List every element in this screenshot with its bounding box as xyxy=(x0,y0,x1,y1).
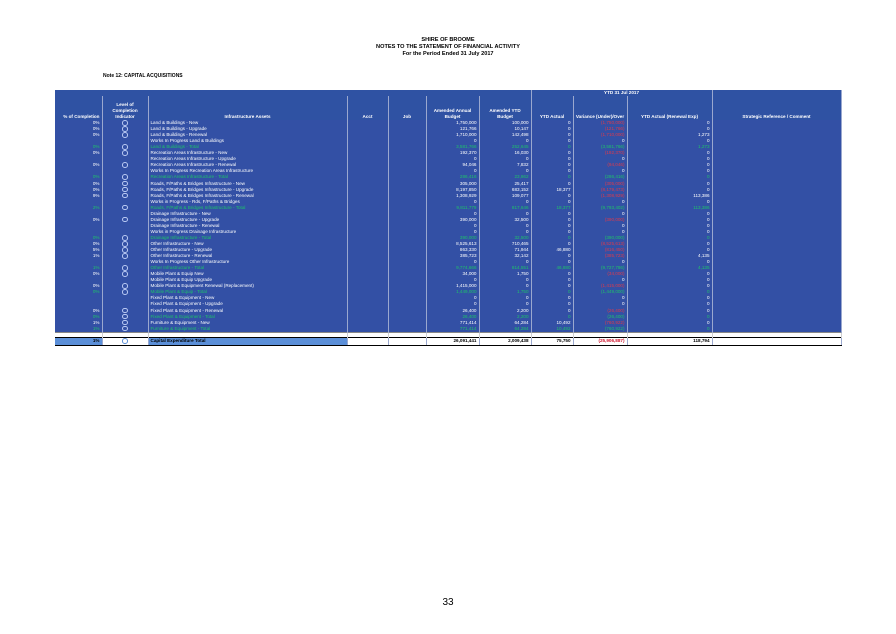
row-pct: 1% xyxy=(55,326,102,333)
row-budget: 8,525,613 xyxy=(426,241,479,247)
row-variance: (760,922) xyxy=(573,320,627,326)
grand-total-budget: 26,091,441 xyxy=(426,337,479,345)
circle-indicator-icon xyxy=(122,241,128,247)
row-budget: 1,710,000 xyxy=(426,132,479,138)
row-ytd-actual: 0 xyxy=(531,253,573,259)
row-variance: (94,046) xyxy=(573,162,627,168)
row-label: Works in Progress - Rds, F/Paths & Bridges xyxy=(148,199,347,205)
row-variance: (192,370) xyxy=(573,150,627,156)
row-variance: 0 xyxy=(573,223,627,229)
row-ytd-budget: 0 xyxy=(479,295,531,301)
row-budget: 9,811,779 xyxy=(426,205,479,211)
circle-indicator-icon xyxy=(122,181,128,187)
row-budget: 390,000 xyxy=(426,217,479,223)
row-variance: (121,766) xyxy=(573,126,627,132)
row-ytd-actual: 0 xyxy=(531,211,573,217)
grand-total-renewal: 118,794 xyxy=(627,337,712,345)
row-renewal: 0 xyxy=(627,126,712,132)
row-label: Mobile Plant & Equip Upgrade xyxy=(148,277,347,283)
row-pct: 0% xyxy=(55,126,102,132)
row-variance: (26,400) xyxy=(573,308,627,314)
row-ytd-budget: 2,200 xyxy=(479,314,531,320)
row-budget: 0 xyxy=(426,168,479,174)
row-renewal: 0 xyxy=(627,277,712,283)
row-budget: 0 xyxy=(426,229,479,235)
row-budget: 390,000 xyxy=(426,235,479,241)
row-label: Fixed Plant & Equipment - New xyxy=(148,295,347,301)
row-budget: 0 xyxy=(426,277,479,283)
row-ytd-budget: 2,200 xyxy=(479,308,531,314)
row-budget: 94,046 xyxy=(426,162,479,168)
row-label: Works in Progress Drainage Infrastructure xyxy=(148,229,347,235)
row-renewal: 0 xyxy=(627,150,712,156)
row-pct: 9% xyxy=(55,193,102,199)
col-acct: Acct xyxy=(347,96,388,120)
row-ytd-budget: 10,147 xyxy=(479,126,531,132)
row-pct: 1% xyxy=(55,320,102,326)
row-budget: 385,723 xyxy=(426,253,479,259)
row-budget: 26,400 xyxy=(426,308,479,314)
circle-indicator-icon xyxy=(122,308,128,314)
row-renewal: 0 xyxy=(627,168,712,174)
row-ytd-actual: 46,880 xyxy=(531,265,573,271)
row-budget: 305,000 xyxy=(426,181,479,187)
row-variance: (26,400) xyxy=(573,314,627,320)
row-pct: 0% xyxy=(55,187,102,193)
row-budget: 0 xyxy=(426,156,479,162)
row-ytd-budget: 32,142 xyxy=(479,253,531,259)
row-label: Fixed Plant & Equipment - Upgrade xyxy=(148,301,347,307)
row-renewal: 0 xyxy=(627,247,712,253)
row-pct: 0% xyxy=(55,120,102,126)
row-ytd-budget: 71,944 xyxy=(479,247,531,253)
row-label: Roads, F/Paths & Bridges Infrastructure - Renewal xyxy=(148,193,347,199)
row-label: Land & Buildings - Renewal xyxy=(148,132,347,138)
row-label: Works In Progress Recreation Areas Infrastructure xyxy=(148,168,347,174)
row-pct: 1% xyxy=(55,253,102,259)
row-renewal: 0 xyxy=(627,289,712,295)
row-ytd-actual: 0 xyxy=(531,229,573,235)
row-ytd-budget: 64,284 xyxy=(479,326,531,333)
row-ytd-actual: 0 xyxy=(531,120,573,126)
row-budget: 0 xyxy=(426,138,479,144)
row-ytd-budget: 0 xyxy=(479,229,531,235)
circle-indicator-icon xyxy=(122,247,128,253)
row-label: Drainage Infrastructure - Total xyxy=(148,235,347,241)
row-ytd-budget: 0 xyxy=(479,301,531,307)
row-ytd-actual: 0 xyxy=(531,199,573,205)
row-ytd-actual: 0 xyxy=(531,295,573,301)
row-label: Other Infrastructure - Total xyxy=(148,265,347,271)
row-budget: 8,197,850 xyxy=(426,187,479,193)
row-variance: (3,581,766) xyxy=(573,144,627,150)
circle-indicator-icon xyxy=(122,283,128,289)
grand-total-label: Capital Expenditure Total xyxy=(148,337,347,345)
row-variance: (1,415,000) xyxy=(573,283,627,289)
row-ytd-budget: 683,152 xyxy=(479,187,531,193)
row-ytd-actual: 0 xyxy=(531,156,573,162)
row-label: Drainage Infrastructure - Renewal xyxy=(148,223,347,229)
circle-indicator-icon xyxy=(122,289,128,295)
row-ytd-actual: 0 xyxy=(531,301,573,307)
row-ytd-actual: 18,377 xyxy=(531,187,573,193)
row-pct: 0% xyxy=(55,150,102,156)
row-variance: (9,727,786) xyxy=(573,265,627,271)
row-variance: (9,793,402) xyxy=(573,205,627,211)
row-label: Other Infrastructure - New xyxy=(148,241,347,247)
row-variance: 0 xyxy=(573,295,627,301)
row-ytd-actual: 0 xyxy=(531,289,573,295)
row-ytd-actual: 0 xyxy=(531,235,573,241)
row-budget: 3,581,766 xyxy=(426,144,479,150)
grand-total-variance: (25,906,887) xyxy=(573,337,627,345)
col-amended-annual-budget: Amended Annual Budget xyxy=(426,96,479,120)
row-label: Recreation Areas Infrastructure - Total xyxy=(148,174,347,180)
row-budget: 0 xyxy=(426,211,479,217)
circle-indicator-icon xyxy=(122,271,128,277)
row-renewal: 0 xyxy=(627,326,712,333)
row-ytd-budget: 16,030 xyxy=(479,150,531,156)
row-ytd-actual: 0 xyxy=(531,271,573,277)
circle-indicator-icon xyxy=(122,320,128,326)
row-label: Furniture & Equipment - New xyxy=(148,320,347,326)
row-ytd-actual: 0 xyxy=(531,241,573,247)
report-period: For the Period Ended 31 July 2017 xyxy=(402,51,494,57)
row-renewal: 0 xyxy=(627,229,712,235)
row-ytd-actual: 0 xyxy=(531,193,573,199)
row-label: Other Infrastructure - Upgrade xyxy=(148,247,347,253)
circle-indicator-icon xyxy=(122,193,128,199)
row-ytd-actual: 10,492 xyxy=(531,326,573,333)
row-budget: 192,370 xyxy=(426,150,479,156)
row-renewal: 4,135 xyxy=(627,265,712,271)
row-ytd-actual: 0 xyxy=(531,223,573,229)
row-renewal: 0 xyxy=(627,283,712,289)
table-body xyxy=(55,120,841,332)
row-ytd-budget: 32,500 xyxy=(479,235,531,241)
row-budget: 863,330 xyxy=(426,247,479,253)
col-pct-completion: % of Completion xyxy=(55,96,102,120)
row-ytd-actual: 0 xyxy=(531,181,573,187)
circle-indicator-icon xyxy=(122,187,128,193)
row-renewal: 0 xyxy=(627,156,712,162)
row-label: Land & Buildings - Upgrade xyxy=(148,126,347,132)
row-budget: 0 xyxy=(426,295,479,301)
row-renewal: 0 xyxy=(627,174,712,180)
grand-total-ytd-budget: 2,009,438 xyxy=(479,337,531,345)
row-variance: (34,000) xyxy=(573,271,627,277)
row-budget: 771,414 xyxy=(426,326,479,333)
row-variance: (1,308,929) xyxy=(573,193,627,199)
row-pct: 0% xyxy=(55,283,102,289)
row-ytd-actual: 0 xyxy=(531,150,573,156)
col-variance: Variance (Under)/Over xyxy=(573,96,627,120)
row-pct: 0% xyxy=(55,314,102,320)
row-label: Drainage Infrastructure - Upgrade xyxy=(148,217,347,223)
col-job: Job xyxy=(388,96,426,120)
grand-total-indicator xyxy=(102,337,148,345)
row-budget: 1,449,000 xyxy=(426,289,479,295)
row-budget: 1,415,000 xyxy=(426,283,479,289)
row-variance: 0 xyxy=(573,156,627,162)
row-ytd-budget: 814,551 xyxy=(479,265,531,271)
period-label: YTD 31 Jul 2017 xyxy=(531,90,712,96)
row-renewal: 1,273 xyxy=(627,144,712,150)
row-budget: 0 xyxy=(426,199,479,205)
row-renewal: 0 xyxy=(627,187,712,193)
row-ytd-budget: 64,284 xyxy=(479,320,531,326)
row-variance: 0 xyxy=(573,277,627,283)
row-label: Roads, F/Paths & Bridges Infrastructure - New xyxy=(148,181,347,187)
row-renewal: 113,386 xyxy=(627,193,712,199)
row-variance: (8,525,613) xyxy=(573,241,627,247)
row-variance: 0 xyxy=(573,211,627,217)
row-label: Roads, F/Paths & Bridges Infrastructure - Upgrade xyxy=(148,187,347,193)
row-ytd-budget: 1,750 xyxy=(479,289,531,295)
circle-indicator-icon xyxy=(122,217,128,223)
row-variance: (390,000) xyxy=(573,217,627,223)
row-variance: (385,723) xyxy=(573,253,627,259)
row-label: Recreation Areas Infrastructure - Upgrade xyxy=(148,156,347,162)
row-label: Land & Buildings - New xyxy=(148,120,347,126)
grand-total-pct: 1% xyxy=(55,337,102,345)
row-label: Fixed Plant & Equipment - Total xyxy=(148,314,347,320)
row-renewal: 0 xyxy=(627,308,712,314)
row-ytd-budget: 710,465 xyxy=(479,241,531,247)
row-variance: 0 xyxy=(573,168,627,174)
row-ytd-budget: 0 xyxy=(479,199,531,205)
circle-indicator-icon xyxy=(122,338,128,344)
row-pct: 0% xyxy=(55,217,102,223)
row-ytd-budget: 0 xyxy=(479,223,531,229)
row-ytd-actual: 18,377 xyxy=(531,205,573,211)
row-ytd-budget: 0 xyxy=(479,156,531,162)
row-pct: 0% xyxy=(55,181,102,187)
note-title: Note 12: CAPITAL ACQUISITIONS xyxy=(103,73,183,79)
col-infrastructure-assets: Infrastructure Assets xyxy=(148,96,347,120)
row-ytd-budget: 25,417 xyxy=(479,181,531,187)
circle-indicator-icon xyxy=(122,265,128,271)
row-budget: 0 xyxy=(426,301,479,307)
row-variance: (760,922) xyxy=(573,326,627,333)
col-completion-indicator: Level of Completion Indicator xyxy=(102,96,148,120)
row-renewal: 0 xyxy=(627,120,712,126)
row-label: Mobile Plant & Equipment Renewal (Replacement) xyxy=(148,283,347,289)
circle-indicator-icon xyxy=(122,326,128,332)
row-pct: 1% xyxy=(55,265,102,271)
row-variance: (1,750,000) xyxy=(573,120,627,126)
row-pct: 0% xyxy=(55,174,102,180)
col-ytd-actual-renewal: YTD Actual (Renewal Exp) xyxy=(627,96,712,120)
row-pct: 0% xyxy=(55,289,102,295)
row-ytd-budget: 142,498 xyxy=(479,132,531,138)
row-variance: 0 xyxy=(573,138,627,144)
row-label: Mobile Plant & Equip - Total xyxy=(148,289,347,295)
row-ytd-budget: 0 xyxy=(479,211,531,217)
row-ytd-actual: 0 xyxy=(531,126,573,132)
circle-indicator-icon xyxy=(122,144,128,150)
row-renewal: 0 xyxy=(627,271,712,277)
row-ytd-actual: 0 xyxy=(531,217,573,223)
row-ytd-budget: 0 xyxy=(479,168,531,174)
row-budget: 34,000 xyxy=(426,271,479,277)
row-renewal: 0 xyxy=(627,217,712,223)
row-budget: 0 xyxy=(426,223,479,229)
row-renewal: 0 xyxy=(627,223,712,229)
row-pct: 2% xyxy=(55,205,102,211)
grand-total-row xyxy=(55,337,841,345)
column-header-row xyxy=(55,96,841,120)
row-variance: (390,000) xyxy=(573,235,627,241)
row-variance: (1,449,000) xyxy=(573,289,627,295)
row-ytd-budget: 817,646 xyxy=(479,205,531,211)
row-label: Mobile Plant & Equip New xyxy=(148,271,347,277)
col-amended-ytd-budget: Amended YTD Budget xyxy=(479,96,531,120)
row-ytd-actual: 0 xyxy=(531,259,573,265)
circle-indicator-icon xyxy=(122,235,128,241)
row-variance: 0 xyxy=(573,259,627,265)
row-ytd-budget: 7,832 xyxy=(479,162,531,168)
row-renewal: 0 xyxy=(627,211,712,217)
row-label: Fixed Plant & Equipment - Renewal xyxy=(148,308,347,314)
row-renewal: 0 xyxy=(627,235,712,241)
row-pct: 0% xyxy=(55,241,102,247)
row-ytd-budget: 1,750 xyxy=(479,271,531,277)
row-renewal: 0 xyxy=(627,320,712,326)
circle-indicator-icon xyxy=(122,132,128,138)
row-ytd-actual: 0 xyxy=(531,168,573,174)
row-renewal: 0 xyxy=(627,301,712,307)
row-ytd-actual: 0 xyxy=(531,144,573,150)
row-ytd-actual: 0 xyxy=(531,283,573,289)
row-ytd-budget: 100,000 xyxy=(479,120,531,126)
row-ytd-budget: 0 xyxy=(479,259,531,265)
circle-indicator-icon xyxy=(122,162,128,168)
row-renewal: 0 xyxy=(627,162,712,168)
row-ytd-actual: 0 xyxy=(531,162,573,168)
row-ytd-budget: 0 xyxy=(479,138,531,144)
row-ytd-budget: 0 xyxy=(479,277,531,283)
row-label: Drainage Infrastructure - New xyxy=(148,211,347,217)
row-variance: (816,450) xyxy=(573,247,627,253)
row-pct: 5% xyxy=(55,247,102,253)
row-renewal: 0 xyxy=(627,181,712,187)
row-label: Land & Buildings - Total xyxy=(148,144,347,150)
row-label: Other Infrastructure - Renewal xyxy=(148,253,347,259)
row-budget: 0 xyxy=(426,259,479,265)
row-budget: 771,414 xyxy=(426,320,479,326)
row-ytd-actual: 0 xyxy=(531,138,573,144)
row-pct: 0% xyxy=(55,308,102,314)
circle-indicator-icon xyxy=(122,126,128,132)
circle-indicator-icon xyxy=(122,174,128,180)
col-strategic-comment: Strategic Reference / Comment xyxy=(712,96,841,120)
row-ytd-actual: 0 xyxy=(531,308,573,314)
capital-acquisitions-table xyxy=(55,90,842,346)
row-label: Recreation Areas Infrastructure - Renewal xyxy=(148,162,347,168)
row-renewal: 0 xyxy=(627,138,712,144)
row-pct: 0% xyxy=(55,144,102,150)
row-budget: 1,308,929 xyxy=(426,193,479,199)
row-budget: 121,766 xyxy=(426,126,479,132)
row-label: Roads, F/Paths & Bridges Infrastructure - Total xyxy=(148,205,347,211)
row-ytd-budget: 23,862 xyxy=(479,174,531,180)
row-pct: 0% xyxy=(55,162,102,168)
row-ytd-actual: 10,492 xyxy=(531,320,573,326)
row-renewal: 0 xyxy=(627,259,712,265)
row-label: Recreation Areas Infrastructure - New xyxy=(148,150,347,156)
row-renewal: 0 xyxy=(627,295,712,301)
row-renewal: 1,273 xyxy=(627,132,712,138)
row-ytd-actual: 0 xyxy=(531,174,573,180)
circle-indicator-icon xyxy=(122,205,128,211)
row-label: Works In Progress Other Infrastructure xyxy=(148,259,347,265)
row-ytd-actual: 46,880 xyxy=(531,247,573,253)
circle-indicator-icon xyxy=(122,314,128,320)
row-variance: (305,000) xyxy=(573,181,627,187)
row-budget: 26,400 xyxy=(426,314,479,320)
circle-indicator-icon xyxy=(122,120,128,126)
col-ytd-actual: YTD Actual xyxy=(531,96,573,120)
row-budget: 9,774,666 xyxy=(426,265,479,271)
row-pct: 0% xyxy=(55,271,102,277)
row-renewal: 113,386 xyxy=(627,205,712,211)
row-label: Furniture & Equipment - Total xyxy=(148,326,347,333)
row-variance: 0 xyxy=(573,229,627,235)
grand-total-ytd-actual: 75,750 xyxy=(531,337,573,345)
row-variance: 0 xyxy=(573,199,627,205)
row-pct: 0% xyxy=(55,132,102,138)
circle-indicator-icon xyxy=(122,253,128,259)
row-renewal: 0 xyxy=(627,314,712,320)
row-variance: 0 xyxy=(573,301,627,307)
row-ytd-actual: 0 xyxy=(531,314,573,320)
row-renewal: 4,135 xyxy=(627,253,712,259)
report-subtitle: NOTES TO THE STATEMENT OF FINANCIAL ACTIVITY xyxy=(376,44,520,50)
row-ytd-actual: 0 xyxy=(531,132,573,138)
row-budget: 1,750,000 xyxy=(426,120,479,126)
row-pct: 0% xyxy=(55,235,102,241)
row-label: Works In Progress Land & Buildings xyxy=(148,138,347,144)
row-ytd-budget: 32,500 xyxy=(479,217,531,223)
report-title: SHIRE OF BROOME xyxy=(421,37,475,43)
circle-indicator-icon xyxy=(122,150,128,156)
row-ytd-budget: 0 xyxy=(479,283,531,289)
row-renewal: 0 xyxy=(627,241,712,247)
row-ytd-actual: 0 xyxy=(531,277,573,283)
row-ytd-budget: 252,645 xyxy=(479,144,531,150)
page-number: 33 xyxy=(442,597,454,608)
row-variance: (286,416) xyxy=(573,174,627,180)
row-variance: (1,710,000) xyxy=(573,132,627,138)
row-renewal: 0 xyxy=(627,199,712,205)
row-variance: (8,179,473) xyxy=(573,187,627,193)
row-ytd-budget: 109,077 xyxy=(479,193,531,199)
row-budget: 286,416 xyxy=(426,174,479,180)
